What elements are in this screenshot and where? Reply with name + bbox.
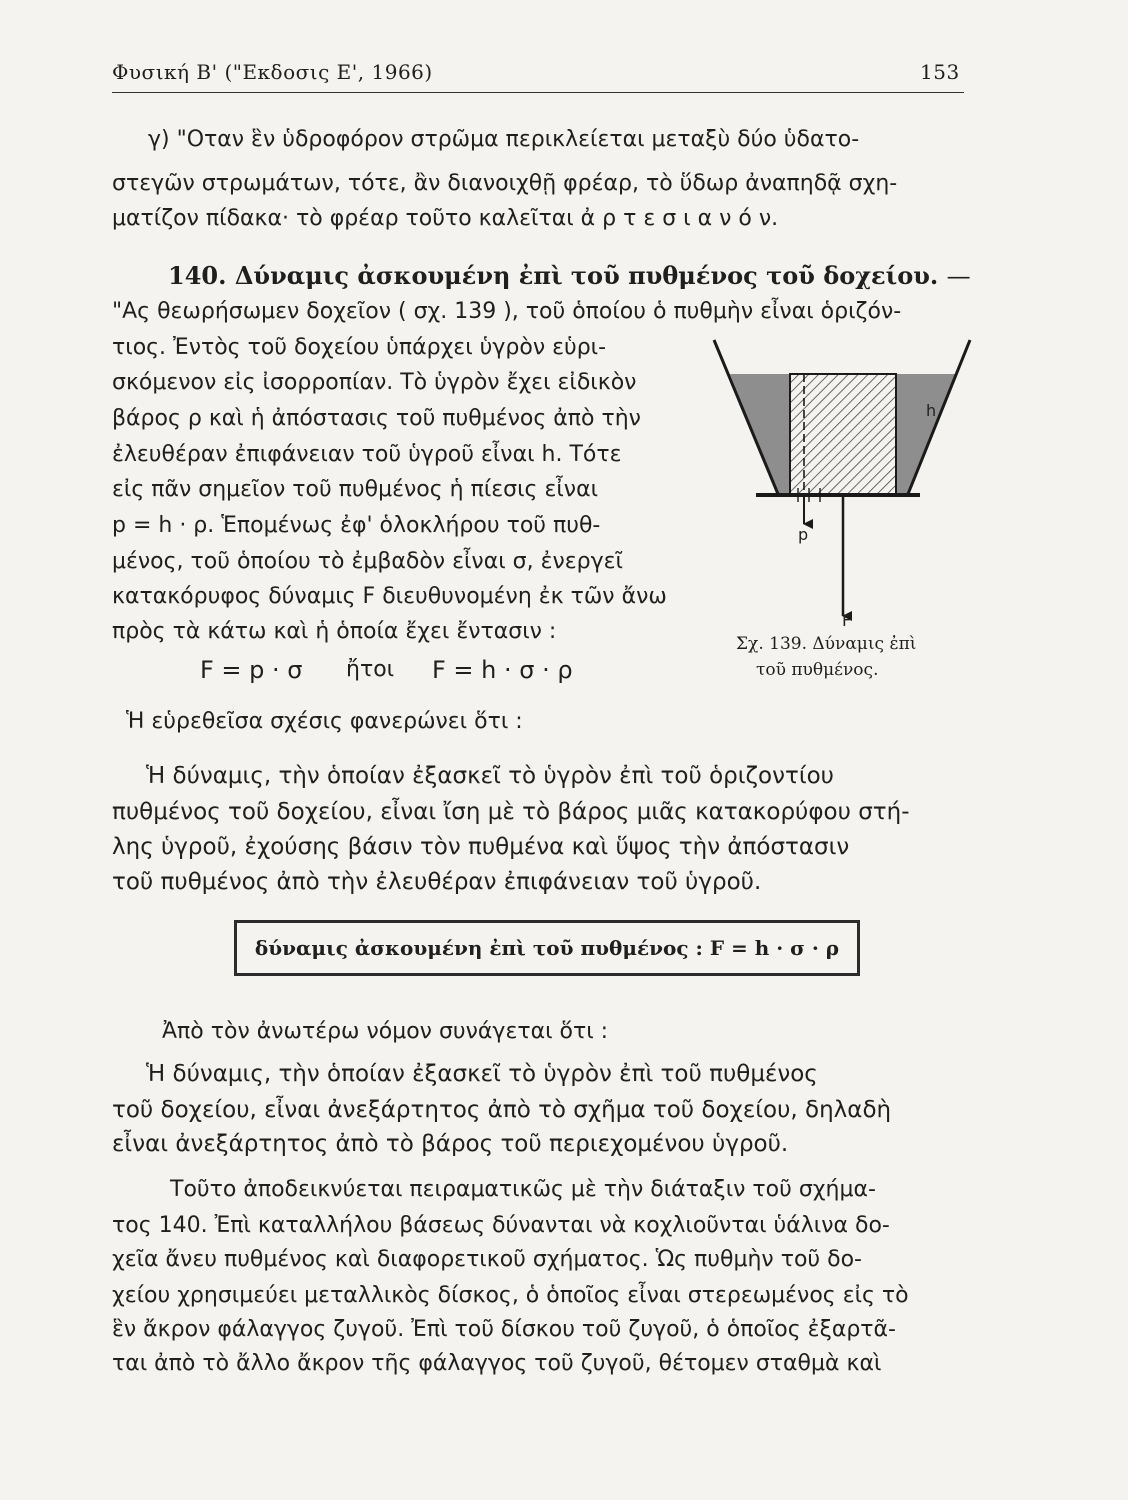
section-dash: —	[946, 262, 971, 290]
paragraph-line: p = h · ρ. Ἑπομένως ἐφ' ὁλοκλήρου τοῦ πυθ-	[112, 513, 601, 538]
law1-line: πυθμένος τοῦ δοχείου, εἶναι ἴση μὲ τὸ βάρος μιᾶς κατακορύφου στή-	[112, 799, 910, 825]
law2-line: εἶναι ἀνεξάρτητος ἀπὸ τὸ βάρος τοῦ περιεχομένου ὑγροῦ.	[112, 1131, 789, 1157]
final-line: Τοῦτο ἀποδεικνύεται πειραματικῶς μὲ τὴν διάταξιν τοῦ σχήμα-	[170, 1177, 876, 1202]
paragraph-line: μένος, τοῦ ὁποίου τὸ ἐμβαδὸν εἶναι σ, ἐνεργεῖ	[112, 549, 623, 574]
paragraph-line: τιος. Ἐντὸς τοῦ δοχείου ὑπάρχει ὑγρὸν εὑρι-	[112, 335, 607, 360]
law2-line: τοῦ δοχείου, εἶναι ἀνεξάρτητος ἀπὸ τὸ σχῆμα τοῦ δοχείου, δηλαδὴ	[112, 1097, 892, 1123]
figure-caption-line2: τοῦ πυθμένος.	[756, 660, 879, 680]
final-line: χεῖα ἄνευ πυθμένος καὶ διαφορετικοῦ σχήματος. Ὡς πυθμὴν τοῦ δο-	[112, 1247, 862, 1272]
law1-line: τοῦ πυθμένος ἀπὸ τὴν ἐλευθέραν ἐπιφάνειαν τοῦ ὑγροῦ.	[112, 869, 762, 895]
container-figure	[708, 326, 978, 630]
paragraph-line: εἰς πᾶν σημεῖον τοῦ πυθμένος ἡ πίεσις εἶναι	[112, 477, 599, 502]
final-line: ται ἀπὸ τὸ ἄλλο ἄκρον τῆς φάλαγγος τοῦ ζυγοῦ, θέτομεν σταθμὰ καὶ	[112, 1351, 882, 1376]
formula-left: F = p · σ	[200, 656, 303, 684]
header-rule	[112, 92, 964, 93]
paragraph-line: πρὸς τὰ κάτω καὶ ἡ ὁποία ἔχει ἔντασιν :	[112, 619, 557, 644]
final-line: ἓν ἄκρον φάλαγγος ζυγοῦ. Ἐπὶ τοῦ δίσκου τοῦ ζυγοῦ, ὁ ὁποῖος ἐξαρτᾶ-	[112, 1317, 896, 1342]
paragraph-line: "Ας θεωρήσωμεν δοχεῖον ( σχ. 139 ), τοῦ ὁποίου ὁ πυθμὴν εἶναι ὁριζόν-	[112, 299, 902, 324]
law2-line: Ἡ δύναμις, τὴν ὁποίαν ἐξασκεῖ τὸ ὑγρὸν ἐπὶ τοῦ πυθμένος	[146, 1061, 818, 1087]
paragraph-line: κατακόρυφος δύναμις F διευθυνομένη ἐκ τῶν ἄνω	[112, 584, 667, 609]
relation-line: Ἡ εὑρεθεῖσα σχέσις φανερώνει ὅτι :	[126, 709, 523, 734]
page-number: 153	[920, 60, 960, 84]
running-header-title: Φυσική Β' ("Εκδοσις Ε', 1966)	[112, 60, 433, 84]
label-h: h	[926, 401, 937, 420]
figure-caption-line1: Σχ. 139. Δύναμις ἐπὶ	[736, 634, 917, 654]
boxed-formula: δύναμις ἀσκουμένη ἐπὶ τοῦ πυθμένος : F = h · σ · ρ	[234, 920, 860, 976]
formula-right: F = h · σ · ρ	[432, 656, 573, 684]
paragraph-line: βάρος ρ καὶ ἡ ἀπόστασις τοῦ πυθμένος ἀπὸ τὴν	[112, 406, 641, 431]
label-F: F	[842, 611, 852, 630]
section-heading	[168, 262, 971, 290]
intro-line: στεγῶν στρωμάτων, τότε, ἂν διανοιχθῇ φρέαρ, τὸ ὕδωρ ἀναπηδᾷ σχη-	[112, 171, 898, 196]
paragraph-line: ἐλευθέραν ἐπιφάνειαν τοῦ ὑγροῦ εἶναι h. Τότε	[112, 442, 622, 467]
paragraph-line: σκόμενον εἰς ἰσορροπίαν. Τὸ ὑγρὸν ἔχει εἰδικὸν	[112, 370, 637, 395]
law1-line: Ἡ δύναμις, τὴν ὁποίαν ἐξασκεῖ τὸ ὑγρὸν ἐπὶ τοῦ ὁριζοντίου	[146, 763, 834, 789]
liquid-column	[790, 374, 896, 494]
label-p: p	[798, 525, 809, 544]
final-line: τος 140. Ἐπὶ καταλλήλου βάσεως δύνανται νὰ κοχλιοῦνται ὑάλινα δο-	[112, 1213, 890, 1238]
conclusion-line: Ἀπὸ τὸν ἀνωτέρω νόμον συνάγεται ὅτι :	[162, 1019, 609, 1044]
intro-line: γ) "Οταν ἓν ὑδροφόρον στρῶμα περικλείεται μεταξὺ δύο ὑδατο-	[148, 127, 860, 152]
section-title: Δύναμις ἀσκουμένη ἐπὶ τοῦ πυθμένος τοῦ δοχείου.	[234, 261, 939, 290]
section-number: 140.	[168, 261, 227, 290]
formula-middle: ἤτοι	[346, 657, 395, 682]
final-line: χείου χρησιμεύει μεταλλικὸς δίσκος, ὁ ὁποῖος εἶναι στερεωμένος εἰς τὸ	[112, 1283, 909, 1308]
intro-line: ματίζον πίδακα· τὸ φρέαρ τοῦτο καλεῖται ἀ ρ τ ε σ ι α ν ό ν.	[112, 206, 779, 231]
law1-line: λης ὑγροῦ, ἐχούσης βάσιν τὸν πυθμένα καὶ ὕψος τὴν ἀπόστασιν	[112, 834, 850, 860]
